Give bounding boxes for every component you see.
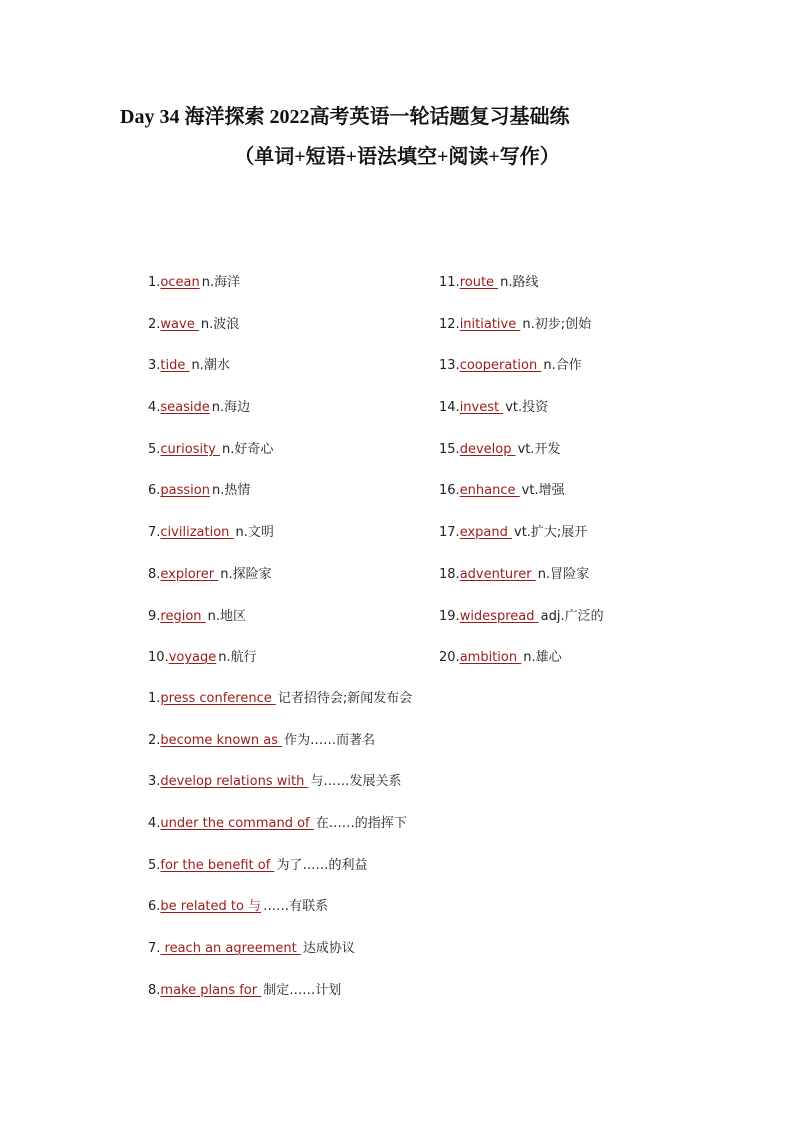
entry-number: 10. bbox=[148, 650, 169, 666]
meaning-text: vt.扩大;展开 bbox=[514, 525, 588, 541]
meaning-text: 达成协议 bbox=[302, 941, 355, 957]
answer-text: press conference bbox=[160, 691, 276, 706]
meaning-text: n.海边 bbox=[211, 400, 251, 416]
entry-number: 1. bbox=[148, 691, 161, 706]
entry-number: 12. bbox=[439, 316, 460, 332]
answer-text: adventurer bbox=[459, 566, 536, 582]
word-entry bbox=[439, 397, 604, 439]
entry-number: 4. bbox=[148, 816, 161, 832]
word-entry bbox=[148, 480, 274, 522]
answer-text: curiosity bbox=[160, 441, 221, 457]
entry-number: 2. bbox=[148, 732, 161, 748]
entry-number: 4. bbox=[148, 400, 161, 416]
word-entry bbox=[148, 314, 274, 356]
answer-text: cooperation bbox=[459, 358, 542, 374]
word-entry bbox=[439, 647, 604, 689]
meaning-text: n.潮水 bbox=[191, 358, 230, 374]
entry-number: 6. bbox=[148, 899, 161, 915]
meaning-text: ……有联系 bbox=[263, 899, 329, 915]
meaning-text: adj.广泛的 bbox=[540, 608, 604, 624]
phrase-entry bbox=[148, 813, 412, 855]
answer-text: for the benefit of bbox=[160, 857, 275, 873]
answer-text: enhance bbox=[459, 483, 520, 499]
meaning-text: n.探险家 bbox=[220, 566, 272, 582]
answer-text: voyage bbox=[168, 650, 217, 666]
answer-text: widespread bbox=[459, 608, 539, 624]
word-entry bbox=[148, 439, 274, 481]
phrase-entry bbox=[148, 730, 412, 772]
entry-number: 13. bbox=[439, 358, 460, 374]
word-entry bbox=[439, 272, 604, 314]
phrase-entry bbox=[148, 688, 412, 730]
word-entry bbox=[148, 355, 274, 397]
entry-number: 7. bbox=[148, 941, 161, 957]
word-entry bbox=[148, 272, 274, 314]
word-entry bbox=[148, 397, 274, 439]
meaning-text: 作为……而著名 bbox=[284, 732, 376, 748]
entry-number: 5. bbox=[148, 441, 161, 457]
meaning-text: n.文明 bbox=[235, 525, 274, 541]
answer-text: route bbox=[459, 275, 499, 290]
meaning-text: n.好奇心 bbox=[222, 441, 274, 457]
meaning-text: 在……的指挥下 bbox=[315, 816, 407, 832]
word-entry bbox=[439, 480, 604, 522]
answer-text: expand bbox=[459, 525, 512, 541]
answer-text: invest bbox=[459, 400, 504, 416]
entry-number: 15. bbox=[439, 441, 460, 457]
entry-number: 2. bbox=[148, 316, 161, 332]
entry-number: 6. bbox=[148, 483, 161, 499]
answer-text: under the command of bbox=[160, 816, 314, 832]
entry-number: 11. bbox=[439, 275, 460, 290]
phrase-entry bbox=[148, 896, 412, 938]
word-column-right bbox=[439, 272, 604, 689]
phrase-entry bbox=[148, 980, 412, 1022]
meaning-text: n.初步;创始 bbox=[522, 316, 592, 332]
meaning-text: n.波浪 bbox=[200, 316, 240, 332]
word-entry bbox=[439, 522, 604, 564]
entry-number: 16. bbox=[439, 483, 460, 499]
meaning-text: 为了……的利益 bbox=[276, 857, 368, 873]
phrase-entry bbox=[148, 771, 412, 813]
entry-number: 5. bbox=[148, 857, 161, 873]
meaning-text: vt.开发 bbox=[517, 441, 561, 457]
phrase-entry bbox=[148, 855, 412, 897]
answer-text: passion bbox=[160, 483, 210, 499]
entry-number: 18. bbox=[439, 566, 460, 582]
word-entry bbox=[148, 522, 274, 564]
meaning-text: n.热情 bbox=[211, 483, 251, 499]
answer-text: region bbox=[160, 608, 206, 624]
word-entry bbox=[439, 439, 604, 481]
word-entry bbox=[148, 606, 274, 648]
answer-text: become known as bbox=[160, 732, 283, 748]
word-entry bbox=[439, 314, 604, 356]
entry-number: 1. bbox=[148, 275, 161, 290]
meaning-text: n.航行 bbox=[218, 650, 257, 666]
entry-number: 8. bbox=[148, 982, 161, 998]
answer-text: civilization bbox=[160, 525, 234, 541]
meaning-text: n.海洋 bbox=[201, 275, 241, 290]
meaning-text: 制定……计划 bbox=[263, 982, 342, 998]
phrase-entry bbox=[148, 938, 412, 980]
meaning-text: n.雄心 bbox=[523, 650, 562, 666]
meaning-text: n.路线 bbox=[500, 275, 539, 290]
word-entry bbox=[439, 564, 604, 606]
answer-text: initiative bbox=[459, 316, 521, 332]
meaning-text: vt.增强 bbox=[521, 483, 565, 499]
entry-number: 3. bbox=[148, 358, 161, 374]
entry-number: 7. bbox=[148, 525, 161, 541]
answer-text: reach an agreement bbox=[160, 941, 301, 957]
meaning-text: 与……发展关系 bbox=[310, 774, 402, 790]
answer-text: ocean bbox=[160, 275, 200, 290]
answer-text: make plans for bbox=[160, 982, 262, 998]
word-entry bbox=[439, 606, 604, 648]
answer-text: seaside bbox=[160, 400, 210, 416]
meaning-text: n.地区 bbox=[207, 608, 247, 624]
entry-number: 14. bbox=[439, 400, 460, 416]
entry-number: 3. bbox=[148, 774, 161, 790]
answer-text: wave bbox=[160, 316, 199, 332]
title-main: Day 34 海洋探索 2022高考英语一轮话题复习基础练 bbox=[120, 106, 570, 128]
answer-text: be related to 与 bbox=[160, 899, 262, 915]
entry-number: 9. bbox=[148, 608, 161, 624]
word-entry bbox=[148, 564, 274, 606]
title-subtitle: （单词+短语+语法填空+阅读+写作） bbox=[234, 146, 560, 168]
answer-text: explorer bbox=[160, 566, 219, 582]
entry-number: 19. bbox=[439, 608, 460, 624]
phrase-list bbox=[148, 688, 412, 1022]
answer-text: develop relations with bbox=[160, 774, 309, 790]
answer-text: develop bbox=[459, 441, 516, 457]
answer-text: ambition bbox=[459, 650, 522, 666]
meaning-text: n.冒险家 bbox=[537, 566, 590, 582]
meaning-text: n.合作 bbox=[543, 358, 582, 374]
entry-number: 8. bbox=[148, 566, 161, 582]
entry-number: 20. bbox=[439, 650, 460, 666]
word-entry bbox=[148, 647, 274, 689]
word-entry bbox=[439, 355, 604, 397]
answer-text: tide bbox=[160, 358, 190, 374]
entry-number: 17. bbox=[439, 525, 460, 541]
word-column-left bbox=[148, 272, 274, 689]
meaning-text: vt.投资 bbox=[505, 400, 549, 416]
meaning-text: 记者招待会;新闻发布会 bbox=[277, 691, 413, 706]
